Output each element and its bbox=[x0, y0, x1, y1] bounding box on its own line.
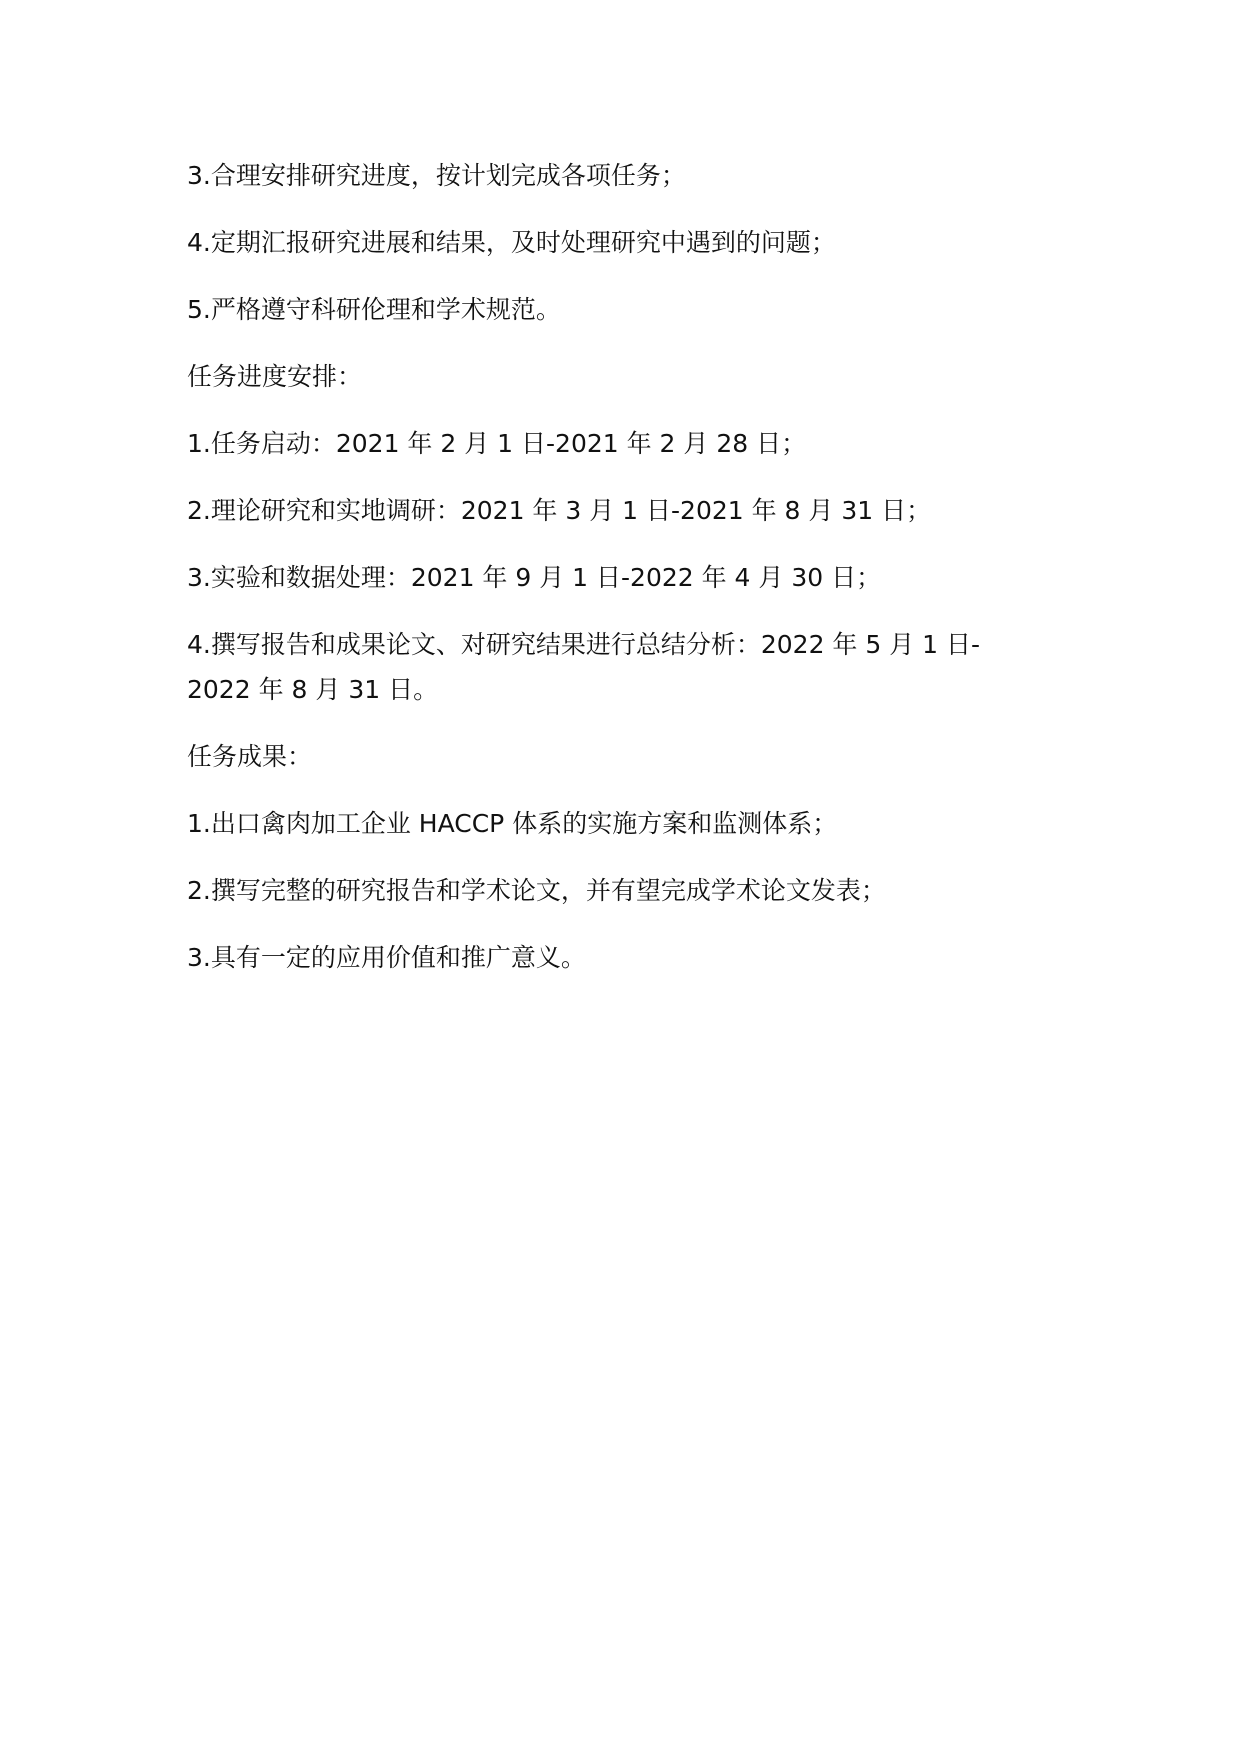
result-item-3: 3.具有一定的应用价值和推广意义。 bbox=[187, 943, 586, 972]
document-body bbox=[187, 153, 1057, 1002]
paragraph-responsibility-3: 3.合理安排研究进度，按计划完成各项任务； bbox=[187, 161, 686, 190]
paragraph-responsibility-4: 4.定期汇报研究进展和结果，及时处理研究中遇到的问题； bbox=[187, 228, 836, 257]
schedule-item-2: 2.理论研究和实地调研：2021 年 3 月 1 日-2021 年 8 月 31 日； bbox=[187, 496, 932, 525]
schedule-item-4 bbox=[187, 622, 1057, 712]
result-item-2: 2.撰写完整的研究报告和学术论文，并有望完成学术论文发表； bbox=[187, 876, 886, 905]
schedule-item-4-line-1: 4.撰写报告和成果论文、对研究结果进行总结分析：2022 年 5 月 1 日- bbox=[187, 630, 981, 659]
schedule-item-4-line-2: 2022 年 8 月 31 日。 bbox=[187, 675, 439, 704]
schedule-item-1: 1.任务启动：2021 年 2 月 1 日-2021 年 2 月 28 日； bbox=[187, 429, 807, 458]
schedule-item-3: 3.实验和数据处理：2021 年 9 月 1 日-2022 年 4 月 30 日； bbox=[187, 563, 882, 592]
section-heading-results: 任务成果： bbox=[187, 742, 313, 771]
paragraph-responsibility-5: 5.严格遵守科研伦理和学术规范。 bbox=[187, 295, 561, 324]
result-item-1: 1.出口禽肉加工企业 HACCP 体系的实施方案和监测体系； bbox=[187, 809, 838, 838]
section-heading-schedule: 任务进度安排： bbox=[187, 362, 363, 391]
